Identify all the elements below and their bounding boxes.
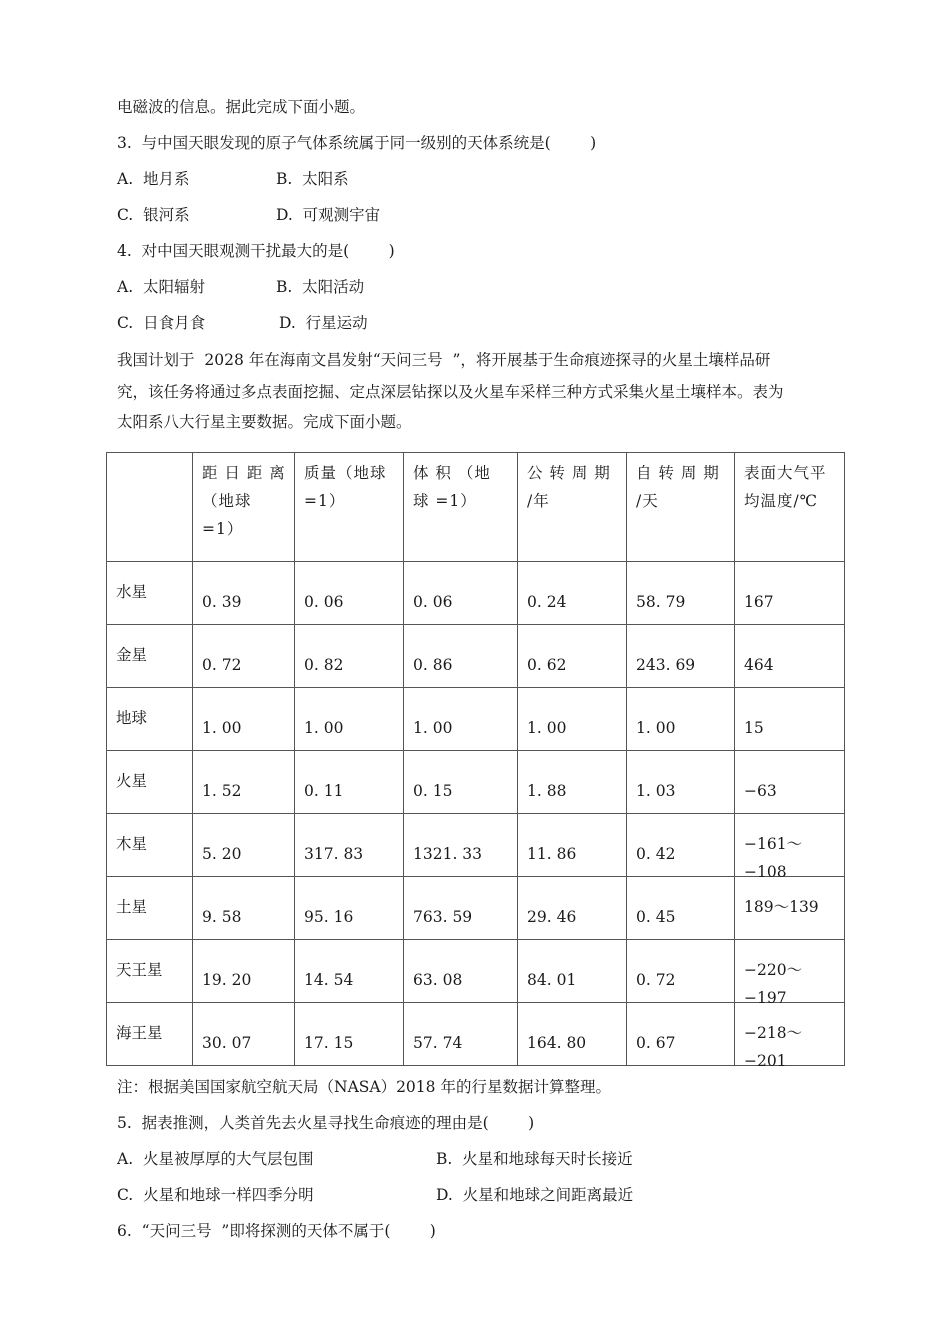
header-cell (735, 453, 845, 562)
cell-value: −161～−108 (744, 835, 803, 881)
planet-name-cell (107, 814, 193, 877)
value-cell (735, 1003, 845, 1070)
planet-name: 木星 (116, 835, 148, 853)
cell-value: 1. 00 (527, 719, 567, 737)
planet-name-cell (107, 940, 193, 1003)
planet-name: 金星 (116, 646, 148, 664)
value-cell (627, 1003, 735, 1066)
cell-value: 464 (744, 656, 774, 674)
passage-line: 我国计划于 2028 年在海南文昌发射“天问三号 ”，将开展基于生命痕迹探寻的火星土壤样品研 (117, 351, 771, 369)
value-cell (627, 940, 735, 1003)
cell-value: 15 (744, 719, 764, 737)
cell-value: 17. 15 (304, 1034, 354, 1052)
question-stem: 4. 对中国天眼观测干扰最大的是( ) (117, 242, 395, 260)
passage-line: 太阳系八大行星主要数据。完成下面小题。 (117, 413, 412, 431)
cell-value: 1321. 33 (413, 845, 483, 863)
cell-value: 30. 07 (202, 1034, 252, 1052)
table-body (107, 453, 845, 1070)
table-row (107, 562, 845, 625)
option-b: B. 火星和地球每天时长接近 (436, 1150, 633, 1168)
cell-value: 0. 62 (527, 656, 567, 674)
cell-value: 0. 45 (636, 908, 676, 926)
header-cell (627, 453, 735, 562)
cell-value: 763. 59 (413, 908, 473, 926)
cell-value: 11. 86 (527, 845, 577, 863)
header-cell (193, 453, 295, 562)
value-cell (404, 1003, 518, 1066)
value-cell (193, 625, 295, 688)
value-cell (193, 940, 295, 1003)
cell-value: 1. 00 (413, 719, 453, 737)
cell-value: 189～139 (744, 898, 819, 916)
header-cell (518, 453, 627, 562)
cell-value: 19. 20 (202, 971, 252, 989)
cell-value: 317. 83 (304, 845, 364, 863)
table-header-row (107, 453, 845, 562)
header-label: 表面大气平均温度/℃ (744, 464, 827, 510)
value-cell (735, 940, 845, 1007)
value-cell (518, 751, 627, 814)
intro-tail: 电磁波的信息。据此完成下面小题。 (117, 98, 366, 116)
table-row (107, 940, 845, 1003)
value-cell (735, 562, 845, 625)
value-cell (193, 751, 295, 814)
table-row (107, 625, 845, 688)
cell-value: 0. 06 (304, 593, 344, 611)
value-cell (404, 562, 518, 625)
header-label: 公 转 周 期 /年 (527, 464, 611, 510)
table-row (107, 688, 845, 751)
planet-name-cell (107, 688, 193, 751)
cell-value: −218～−201 (744, 1024, 803, 1070)
value-cell (518, 688, 627, 751)
option-b: B. 太阳系 (276, 170, 349, 188)
cell-value: 0. 86 (413, 656, 453, 674)
passage-line: 究，该任务将通过多点表面挖掘、定点深层钻探以及火星车采样三种方式采集火星土壤样本。表为 (117, 383, 784, 401)
table-row (107, 1003, 845, 1066)
option-a: A. 火星被厚厚的大气层包围 (117, 1150, 314, 1168)
planet-name-cell (107, 562, 193, 625)
value-cell (295, 751, 404, 814)
cell-value: 243. 69 (636, 656, 696, 674)
value-cell (295, 688, 404, 751)
cell-value: 9. 58 (202, 908, 242, 926)
option-a: A. 太阳辐射 (117, 278, 205, 296)
header-label: 质量（地球 =1） (304, 464, 387, 510)
cell-value: −63 (744, 782, 777, 800)
value-cell (193, 877, 295, 940)
table-row (107, 814, 845, 877)
value-cell (193, 814, 295, 877)
value-cell (627, 751, 735, 814)
cell-value: 167 (744, 593, 774, 611)
value-cell (295, 814, 404, 877)
value-cell (735, 688, 845, 751)
value-cell (404, 877, 518, 940)
value-cell (404, 940, 518, 1003)
value-cell (518, 562, 627, 625)
header-label: 自 转 周 期 /天 (636, 464, 720, 510)
option-c: C. 日食月食 (117, 314, 206, 332)
planet-name-cell (107, 877, 193, 940)
question-stem: 3. 与中国天眼发现的原子气体系统属于同一级别的天体系统是( ) (117, 134, 597, 152)
header-label: 体 积 （地 球 =1） (413, 464, 491, 510)
option-d: D. 行星运动 (279, 314, 368, 332)
header-cell (295, 453, 404, 562)
cell-value: 1. 03 (636, 782, 676, 800)
value-cell (627, 877, 735, 940)
value-cell (627, 625, 735, 688)
cell-value: 0. 24 (527, 593, 567, 611)
planet-name: 天王星 (116, 961, 163, 979)
table-row (107, 751, 845, 814)
value-cell (295, 625, 404, 688)
cell-value: 0. 72 (202, 656, 242, 674)
option-a: A. 地月系 (117, 170, 190, 188)
value-cell (735, 625, 845, 688)
cell-value: 1. 52 (202, 782, 242, 800)
cell-value: 0. 39 (202, 593, 242, 611)
planet-name: 水星 (116, 583, 148, 601)
cell-value: 1. 88 (527, 782, 567, 800)
planet-name: 火星 (116, 772, 148, 790)
value-cell (193, 1003, 295, 1066)
value-cell (404, 751, 518, 814)
planet-name: 地球 (116, 709, 148, 727)
cell-value: 0. 72 (636, 971, 676, 989)
value-cell (404, 814, 518, 877)
cell-value: 0. 42 (636, 845, 676, 863)
value-cell (295, 1003, 404, 1066)
header-cell (404, 453, 518, 562)
option-d: D. 火星和地球之间距离最近 (436, 1186, 634, 1204)
value-cell (518, 877, 627, 940)
cell-value: 164. 80 (527, 1034, 587, 1052)
cell-value: 63. 08 (413, 971, 463, 989)
value-cell (735, 751, 845, 814)
header-cell (107, 453, 193, 562)
value-cell (193, 562, 295, 625)
cell-value: 84. 01 (527, 971, 577, 989)
cell-value: 95. 16 (304, 908, 354, 926)
value-cell (518, 1003, 627, 1066)
question-stem: 5. 据表推测，人类首先去火星寻找生命痕迹的理由是( ) (117, 1114, 535, 1132)
value-cell (295, 940, 404, 1003)
planet-name-cell (107, 1003, 193, 1066)
header-label (107, 453, 192, 459)
value-cell (518, 625, 627, 688)
cell-value: 57. 74 (413, 1034, 463, 1052)
value-cell (404, 625, 518, 688)
planet-name: 海王星 (116, 1024, 163, 1042)
value-cell (518, 814, 627, 877)
value-cell (735, 814, 845, 881)
value-cell (735, 877, 845, 940)
planet-name-cell (107, 625, 193, 688)
option-d: D. 可观测宇宙 (276, 206, 381, 224)
cell-value: 0. 82 (304, 656, 344, 674)
cell-value: 0. 67 (636, 1034, 676, 1052)
cell-value: 0. 15 (413, 782, 453, 800)
value-cell (404, 688, 518, 751)
table-row (107, 877, 845, 940)
option-c: C. 银河系 (117, 206, 190, 224)
value-cell (627, 688, 735, 751)
value-cell (518, 940, 627, 1003)
cell-value: 1. 00 (636, 719, 676, 737)
cell-value: −220～−197 (744, 961, 803, 1007)
planet-name-cell (107, 751, 193, 814)
option-b: B. 太阳活动 (276, 278, 365, 296)
value-cell (295, 562, 404, 625)
cell-value: 58. 79 (636, 593, 686, 611)
cell-value: 1. 00 (202, 719, 242, 737)
question-stem: 6. “天问三号 ”即将探测的天体不属于( ) (117, 1222, 436, 1240)
cell-value: 0. 11 (304, 782, 344, 800)
table-note: 注：根据美国国家航空航天局（NASA）2018 年的行星数据计算整理。 (117, 1078, 611, 1096)
header-label: 距 日 距 离（地球 =1） (202, 464, 286, 538)
value-cell (193, 688, 295, 751)
cell-value: 5. 20 (202, 845, 242, 863)
cell-value: 29. 46 (527, 908, 577, 926)
cell-value: 1. 00 (304, 719, 344, 737)
value-cell (627, 562, 735, 625)
planet-data-table (106, 452, 845, 1070)
cell-value: 0. 06 (413, 593, 453, 611)
planet-name: 土星 (116, 898, 148, 916)
value-cell (295, 877, 404, 940)
value-cell (627, 814, 735, 877)
cell-value: 14. 54 (304, 971, 354, 989)
option-c: C. 火星和地球一样四季分明 (117, 1186, 314, 1204)
